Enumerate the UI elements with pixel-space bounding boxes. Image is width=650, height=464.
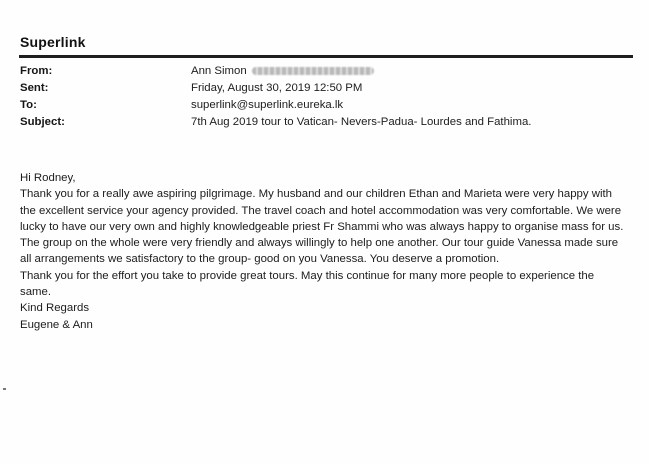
to-value: superlink@superlink.eureka.lk xyxy=(191,99,344,111)
from-label: From: xyxy=(20,65,53,77)
email-body xyxy=(20,170,642,333)
signature-line: Eugene & Ann xyxy=(20,318,93,331)
sent-label: Sent: xyxy=(20,82,49,94)
header-divider xyxy=(19,55,633,58)
body-line: all arrangements we satisfactory to the group- good on you Vanessa. You deserve a promotion. xyxy=(20,253,500,266)
to-row xyxy=(20,97,531,114)
to-label: To: xyxy=(20,99,37,111)
scan-mark xyxy=(3,388,6,390)
from-row xyxy=(20,63,531,80)
sent-row xyxy=(20,80,531,97)
body-line: Hi Rodney, xyxy=(20,172,76,184)
closing-line: Kind Regards xyxy=(20,302,90,315)
subject-label: Subject: xyxy=(20,116,65,128)
from-value xyxy=(191,63,374,80)
sent-value: Friday, August 30, 2019 12:50 PM xyxy=(191,82,363,94)
body-line: the excellent service your agency provided. The travel coach and hotel accommodation was very comfortable. We were xyxy=(20,204,622,217)
subject-value: 7th Aug 2019 tour to Vatican- Nevers-Padua- Lourdes and Fathima. xyxy=(191,116,532,128)
body-line: same. xyxy=(20,286,52,299)
redacted-email-address xyxy=(252,67,374,75)
body-line: lucky to have our very own and highly knowledgeable priest Fr Shammi who was always happy to organise mass for us. xyxy=(20,220,624,233)
brand-name: Superlink xyxy=(20,34,86,50)
body-line: Thank you for the effort you take to provide great tours. May this continue for many more people to experience the xyxy=(20,269,595,282)
body-line: Thank you for a really awe aspiring pilgrimage. My husband and our children Ethan and Marieta were very happy with xyxy=(20,188,612,201)
email-headers xyxy=(20,63,531,131)
sender-name: Ann Simon xyxy=(191,65,247,77)
subject-row xyxy=(20,114,531,131)
body-line: The group on the whole were very friendly and always willingly to help one another. Our tour guide Vanessa made sure xyxy=(20,237,619,250)
